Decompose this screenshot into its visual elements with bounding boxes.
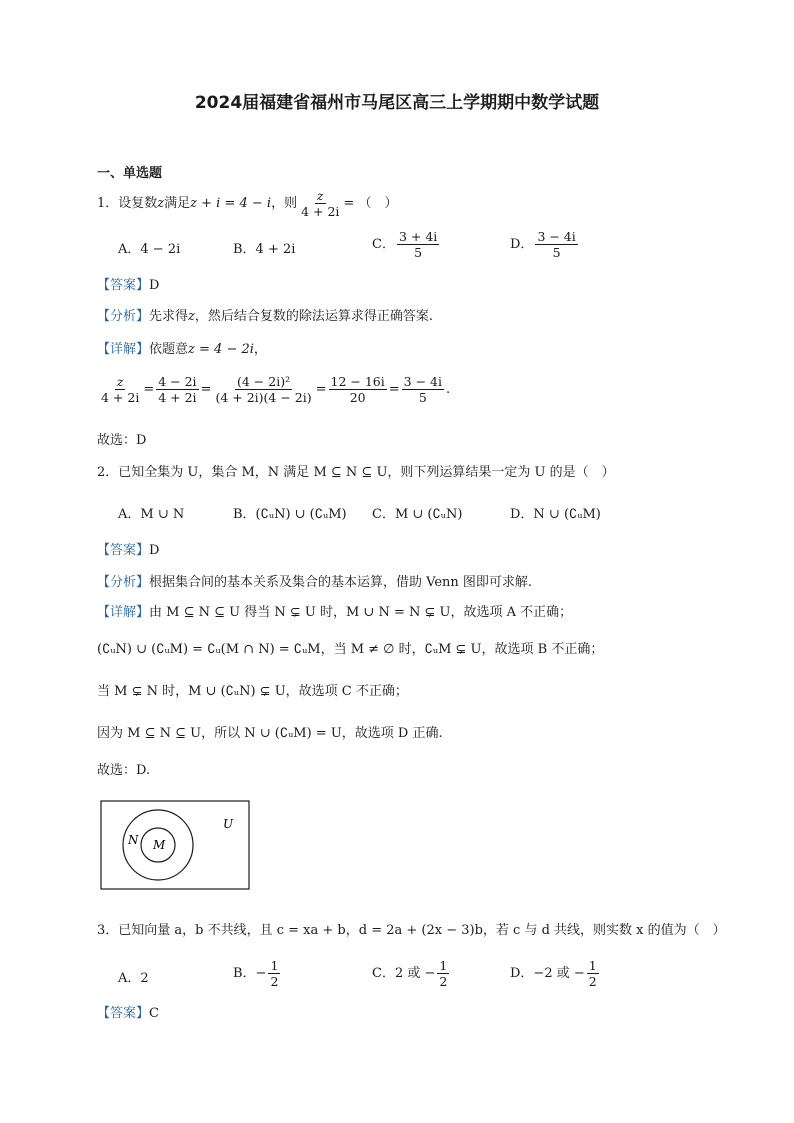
- q1-option-d: D． $\frac{3 - 4i}{5}$: [510, 229, 576, 260]
- q1-detail: 【详解】依题意z = 4 − 2i，: [97, 342, 267, 357]
- q3-option-c: C．2 或 − $\frac{1}{2}$: [372, 958, 448, 989]
- q1-stem: 1．设复数z满足z + i = 4 − i，则 $\frac{z}{4 + 2i}$ = （ ）: [97, 188, 398, 219]
- q2-stem: 2．已知全集为 U，集合 M，N 满足 M ⊆ N ⊆ U，则下列运算结果一定为 U 的是（ ）: [97, 465, 615, 480]
- q3-option-b: B．− $\frac{1}{2}$: [233, 958, 279, 989]
- q2-detail-4: 因为 M ⊆ N ⊆ U，所以 N ∪ (∁ᵤM) = U，故选项 D 正确.: [97, 726, 443, 741]
- q2-option-c: C．M ∪ (∁ᵤN): [372, 507, 463, 522]
- q2-answer: 【答案】D: [97, 543, 160, 558]
- q2-option-d: D．N ∪ (∁ᵤM): [510, 507, 601, 522]
- q2-analysis: 【分析】根据集合间的基本关系及集合的基本运算，借助 Venn 图即可求解.: [97, 575, 533, 590]
- q3-option-d: D．−2 或 − $\frac{1}{2}$: [510, 958, 597, 989]
- q3-stem: 3．已知向量 a，b 不共线，且 c = xa + b，d = 2a + (2x − 3)b，若 c 与 d 共线，则实数 x 的值为（ ）: [97, 923, 726, 938]
- q1-fraction: $\frac{z}{4 + 2i}$: [301, 188, 340, 219]
- venn-label-u: U: [223, 817, 234, 831]
- q3-option-a: A．2: [118, 971, 149, 986]
- q2-detail-1: 【详解】由 M ⊆ N ⊆ U 得当 N ⊊ U 时，M ∪ N = N ⊊ U，故选项 A 不正确；: [97, 605, 573, 620]
- q1-answer: 【答案】D: [97, 278, 160, 293]
- q3-answer: 【答案】C: [97, 1006, 159, 1021]
- q1-derivation: $\frac{z}{4 + 2i}$ = $\frac{4 - 2i}{4 + 2i}$ = $\frac{\text{(4 − 2i)²}}{(4 + 2i)(4 - 2i)}$ = $\frac{12 - 16i}{20}$ = $\frac{3 - 4i}{5}$ .: [101, 374, 451, 405]
- q2-detail-2: (∁ᵤN) ∪ (∁ᵤM) = ∁ᵤ(M ∩ N) = ∁ᵤM，当 M ≠ ∅ 时，∁ᵤM ⊊ U，故选项 B 不正确；: [97, 642, 604, 657]
- q2-choose: 故选：D.: [97, 763, 151, 778]
- venn-label-m: M: [153, 838, 166, 852]
- venn-diagram: [100, 800, 252, 892]
- q2-option-b: B．(∁ᵤN) ∪ (∁ᵤM): [233, 507, 347, 522]
- q2-detail-3: 当 M ⊊ N 时，M ∪ (∁ᵤN) ⊊ U，故选项 C 不正确；: [97, 684, 408, 699]
- q1-option-a: A．4 − 2i: [118, 242, 181, 257]
- section-heading: 一、单选题: [97, 166, 163, 181]
- q1-option-c: C． $\frac{3 + 4i}{5}$: [372, 229, 438, 260]
- page-title: 2024届福建省福州市马尾区高三上学期期中数学试题: [194, 93, 600, 113]
- q1-choose: 故选：D: [97, 433, 147, 448]
- q2-option-a: A．M ∪ N: [118, 507, 185, 522]
- q1-analysis: 【分析】先求得z，然后结合复数的除法运算求得正确答案.: [97, 309, 434, 324]
- venn-label-n: N: [128, 833, 139, 847]
- q1-option-b: B．4 + 2i: [233, 242, 296, 257]
